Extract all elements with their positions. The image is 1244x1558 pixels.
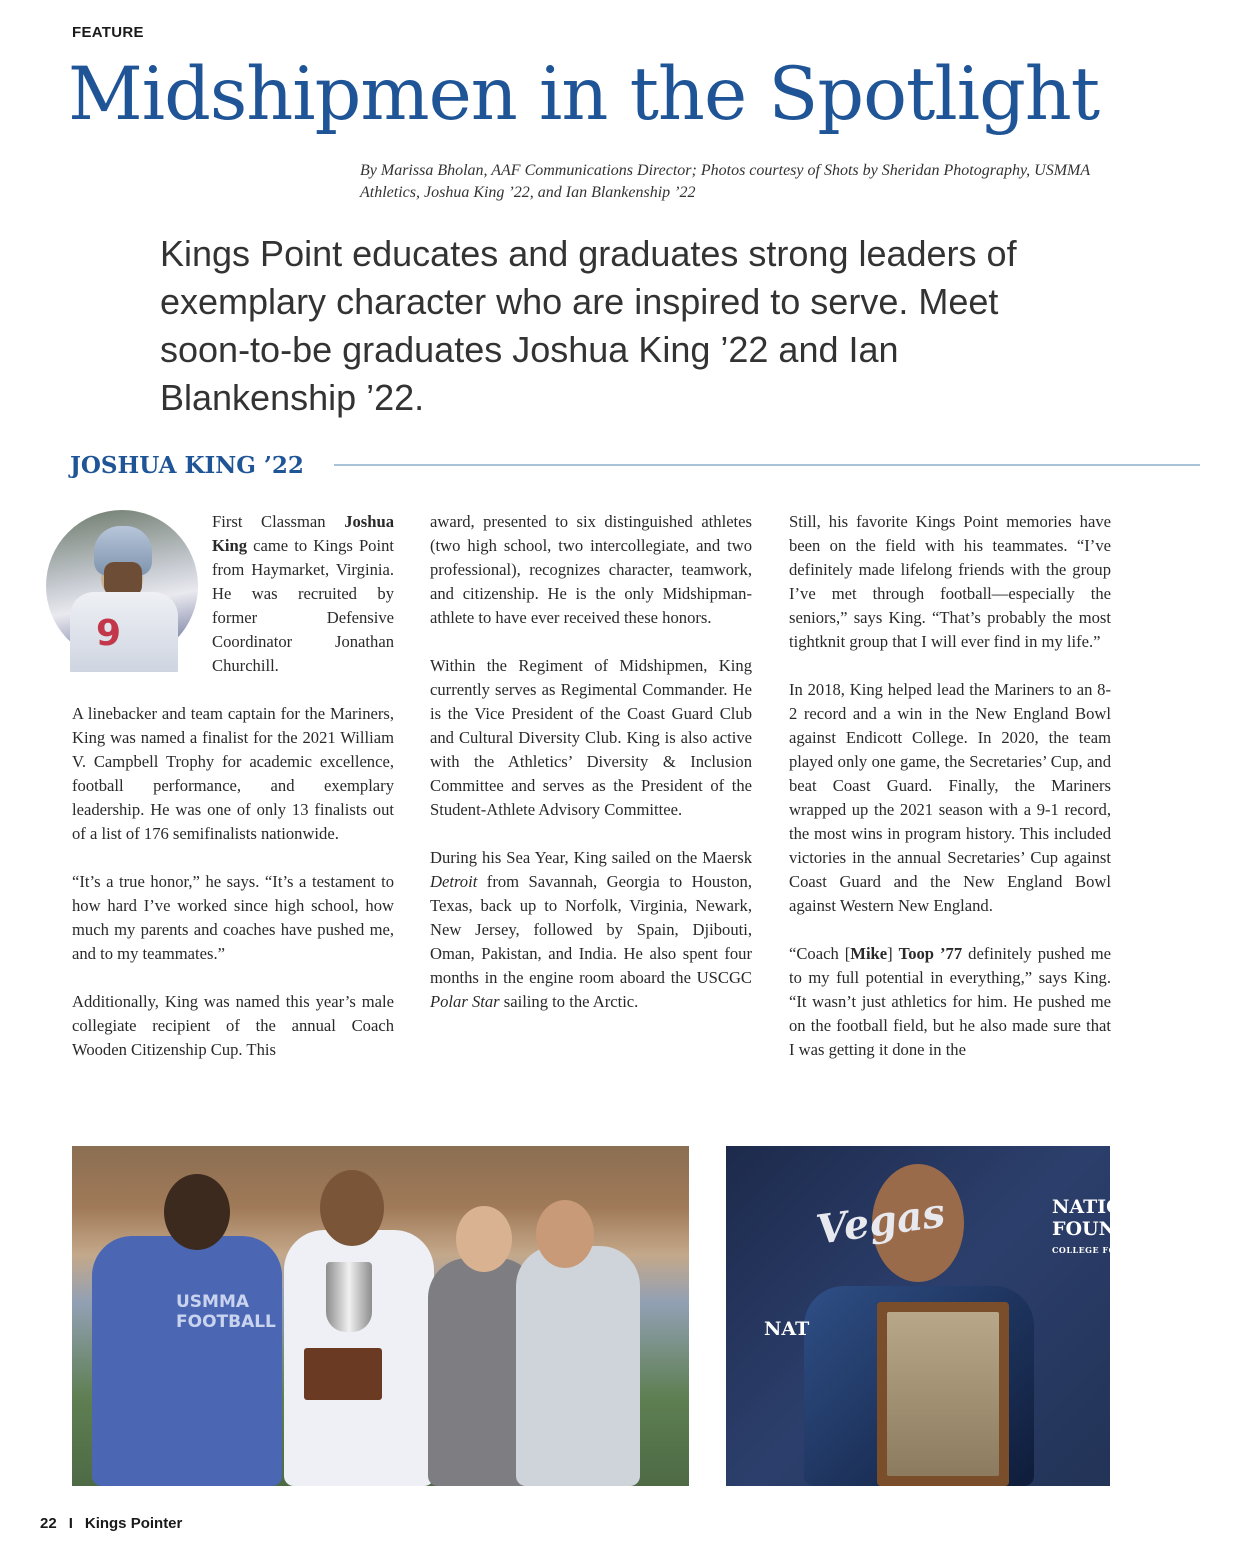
plaque-inner	[887, 1312, 999, 1476]
p1-name: Joshua King	[212, 512, 394, 555]
nff-logo	[1052, 1196, 1244, 1256]
nff-line-2: FOUNDATION	[1052, 1218, 1204, 1240]
article-paragraph: Additionally, King was named this year’s male collegiate recipient of the annual Coach Wooden Citizenship Cup. This	[72, 992, 394, 1059]
figure-coach-head	[164, 1174, 230, 1250]
p10-b: ]	[887, 944, 899, 963]
nff-line-1: NATIONAL FOOTI	[1052, 1196, 1244, 1218]
figure-player-head	[320, 1170, 384, 1246]
jersey-number: 9	[96, 613, 122, 654]
backdrop-text: NAT	[764, 1318, 810, 1340]
figure-woman-head	[456, 1206, 512, 1272]
trophy-base	[304, 1348, 382, 1400]
deck-intro: Kings Point educates and graduates strong leaders of exemplary character who are inspired to serve. Meet soon-to-be graduates Joshua King ’22 and Ian Blankenship ’22.	[160, 233, 1017, 418]
byline: By Marissa Bholan, AAF Communications Director; Photos courtesy of Shots by Sheridan Photography, USMMA Athletics, Joshua King ’22, and Ian Blankenship ’22	[360, 162, 1090, 201]
p10-last: Toop ’77	[898, 944, 963, 963]
article-paragraph	[72, 510, 394, 678]
subhead-divider	[334, 464, 1200, 466]
joshua-king-portrait	[46, 510, 198, 662]
section-label: FEATURE	[72, 24, 144, 41]
nff-subtitle: COLLEGE FOOTBALL HALL OF F	[1052, 1245, 1213, 1255]
photo-trophy-group	[72, 1146, 689, 1486]
article-paragraph: A linebacker and team captain for the Mariners, King was named a finalist for the 2021 William V. Campbell Trophy for academic excellence, football performance, and exemplary leadership. He was one of only 13 finalists out of a list of 176 semifinalists nationwide.	[72, 704, 394, 843]
article-column-1	[72, 510, 394, 1086]
p1-rest: came to Kings Point from Haymarket, Virginia. He was recruited by former Defensive Coordinator Jonathan Churchill.	[212, 536, 394, 675]
p1-lead: First Classman	[212, 512, 345, 531]
page-title: Midshipmen in the Spotlight	[68, 52, 1100, 137]
jersey-shape	[70, 592, 178, 672]
page-number: 22	[40, 1515, 57, 1532]
article-paragraph: award, presented to six distinguished athletes (two high school, two intercollegiate, and two professional), recognizes character, teamwork, and citizenship. He is the only Midshipman-athlete to have ever received these honors.	[430, 512, 752, 627]
article-paragraph: “It’s a true honor,” he says. “It’s a testament to how hard I’ve worked since high school, how much my parents and coaches have pushed me, and to my teammates.”	[72, 872, 394, 963]
p10-first: Mike	[850, 944, 888, 963]
trophy-cup	[326, 1262, 372, 1332]
article-paragraph	[789, 942, 1111, 1062]
face-shape	[104, 562, 142, 596]
article-column-3	[789, 510, 1111, 1086]
p10-c: definitely pushed me to my full potential in everything,” says King. “It wasn’t just athletics for him. He pushed me on the football field, but he also made sure that I was getting it done in the	[789, 944, 1111, 1059]
hall-of-fame-plaque	[877, 1302, 1009, 1486]
article-paragraph: Within the Regiment of Midshipmen, King currently serves as Regimental Commander. He is the Vice President of the Coast Guard Club and Cultural Diversity Club. King is also active with the Athletics’ Diversity & Inclusion Committee and serves as the President of the Student-Athlete Advisory Committee.	[430, 656, 752, 819]
vegas-logo: Vegas	[813, 1189, 948, 1254]
figure-coach-body	[92, 1236, 282, 1486]
p7-b: from Savannah, Georgia to Houston, Texas, back up to Norfolk, Virginia, Newark, New Jersey, followed by Spain, Djibouti, Oman, Pakistan, and India. He also spent four months in the engine room aboard the USCGC	[430, 872, 752, 987]
ship-polar-star: Polar Star	[430, 992, 500, 1011]
ship-detroit: Detroit	[430, 872, 478, 891]
p7-a: During his Sea Year, King sailed on the Maersk	[430, 848, 752, 867]
figure-girl-head	[536, 1200, 594, 1268]
sweatshirt-text: USMMA FOOTBALL	[176, 1292, 276, 1332]
article-paragraph: Still, his favorite Kings Point memories have been on the field with his teammates. “I’ve definitely made lifelong friends with the group I’ve met through football—especially the seniors,” says King. “That’s probably the most tightknit group that I will ever find in my life.”	[789, 512, 1111, 651]
p7-c: sailing to the Arctic.	[499, 992, 639, 1011]
article-paragraph	[430, 846, 752, 1014]
subhead-joshua-king: JOSHUA KING ’22	[70, 451, 304, 479]
figure-girl-body	[516, 1246, 640, 1486]
article-paragraph: In 2018, King helped lead the Mariners to an 8-2 record and a win in the New England Bowl against Endicott College. In 2020, the team played only one game, the Secretaries’ Cup, and beat Coast Guard. Finally, the Mariners wrapped up the 2021 season with a 9-1 record, the most wins in program history. This included victories in the annual Secretaries’ Cup against Coast Guard and the New England Bowl against Western New England.	[789, 680, 1111, 915]
p10-a: “Coach [	[789, 944, 851, 963]
page-footer	[40, 1515, 182, 1532]
publication-name: Kings Pointer	[84, 1515, 183, 1532]
article-column-2	[430, 510, 752, 1038]
footer-separator: I	[68, 1515, 73, 1532]
subhead-row	[70, 448, 1200, 482]
